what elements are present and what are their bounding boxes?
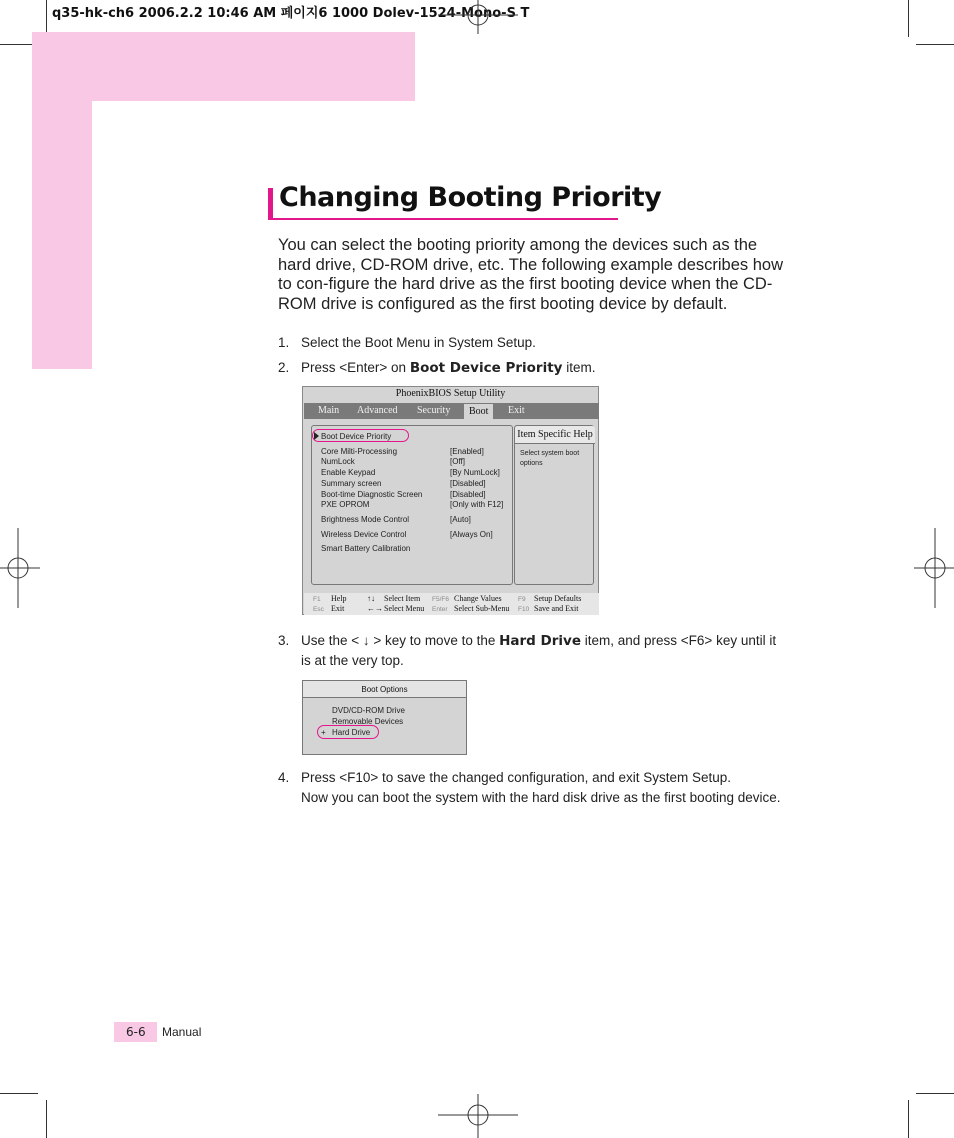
bios-footer: [304, 593, 599, 615]
step-2: [278, 358, 778, 378]
step-number: 1.: [278, 335, 290, 350]
key-f10: F10: [518, 606, 530, 613]
bios-item-label[interactable]: Smart Battery Calibration: [321, 544, 411, 553]
key-change-values-label: Change Values: [454, 594, 502, 603]
page-title: Changing Booting Priority: [279, 182, 662, 213]
highlight-oval: [317, 725, 379, 739]
step-text-pre: Press <Enter> on: [301, 360, 410, 375]
registration-mark: [438, 1094, 518, 1138]
boot-options-screenshot: [302, 680, 467, 755]
bios-help-panel: [514, 425, 594, 585]
title-accent-bar: [268, 188, 273, 220]
bios-menu-exit[interactable]: Exit: [508, 405, 525, 416]
bios-item-label[interactable]: Summary screen: [321, 479, 382, 488]
highlight-oval: [312, 429, 409, 442]
page-number: 6-6: [114, 1022, 157, 1042]
step-number: 3.: [278, 633, 290, 648]
key-setup-defaults-label: Setup Defaults: [534, 594, 582, 603]
registration-mark: [0, 528, 40, 608]
bios-item-label[interactable]: Brightness Mode Control: [321, 515, 410, 524]
step-text: Press <F10> to save the changed configuration, and exit System Setup.: [301, 770, 732, 785]
step-text-line2: Now you can boot the system with the hard disk drive as the first booting device.: [301, 790, 781, 805]
bios-menu-bar: [304, 403, 599, 419]
bios-menu-security[interactable]: Security: [417, 405, 451, 416]
bios-item-value[interactable]: [Off]: [450, 457, 465, 466]
bios-item-value[interactable]: [Auto]: [450, 515, 471, 524]
pink-band-side: [32, 32, 92, 369]
key-f9: F9: [518, 596, 526, 603]
registration-mark: [438, 0, 518, 34]
intro-paragraph: You can select the booting priority among the devices such as the hard drive, CD-ROM drive, etc. The following example describes how to con-figure the hard drive as the first booting device when the CD-ROM drive is configured as the first booting device by default.: [278, 236, 783, 313]
crop-mark: [916, 1093, 954, 1094]
crop-mark: [0, 1093, 38, 1094]
step-text-bold: Boot Device Priority: [409, 360, 563, 376]
key-enter: Enter: [432, 606, 448, 613]
crop-mark: [908, 0, 909, 37]
registration-mark: [914, 528, 954, 608]
key-f1: F1: [313, 596, 321, 603]
key-select-submenu-label: Select Sub-Menu: [454, 604, 510, 613]
boot-options-title: Boot Options: [303, 681, 466, 698]
bios-menu-boot[interactable]: Boot: [464, 404, 493, 419]
print-slug: q35-hk-ch6 2006.2.2 10:46 AM 페이지6 1000 Dolev-1524-Mono-S T: [52, 6, 530, 21]
step-3: [278, 631, 778, 671]
bios-main-panel: [311, 425, 513, 585]
step-text-line2: is at the very top.: [301, 653, 404, 668]
title-block: [268, 182, 662, 220]
boot-option-item[interactable]: DVD/CD-ROM Drive: [332, 706, 405, 715]
bios-menu-main[interactable]: Main: [318, 405, 340, 416]
bios-item-value[interactable]: [Only with F12]: [450, 500, 504, 509]
bios-menu-advanced[interactable]: Advanced: [357, 405, 398, 416]
help-title: Item Specific Help: [515, 426, 595, 444]
bios-item-value[interactable]: [Always On]: [450, 530, 493, 539]
key-esc: Esc: [313, 606, 324, 613]
bios-item-label[interactable]: Core Milti-Processing: [321, 447, 398, 456]
step-number: 4.: [278, 770, 290, 785]
key-help-label: Help: [331, 594, 347, 603]
crop-mark: [46, 1100, 47, 1138]
key-leftright-arrows-icon: ←→: [367, 604, 383, 613]
bios-item-label[interactable]: Boot-time Diagnostic Screen: [321, 490, 423, 499]
key-select-menu-label: Select Menu: [384, 604, 425, 613]
key-exit-label: Exit: [331, 604, 345, 613]
crop-mark: [916, 44, 954, 45]
crop-mark: [908, 1100, 909, 1138]
key-save-exit-label: Save and Exit: [534, 604, 579, 613]
step-text-post: item, and press <F6> key until it: [581, 633, 777, 648]
step-1: [278, 333, 778, 353]
key-updown-arrows-icon: ↑↓: [367, 594, 375, 603]
footer-label: Manual: [162, 1025, 202, 1039]
bios-item-label[interactable]: Wireless Device Control: [321, 530, 407, 539]
bios-item-selected[interactable]: Boot Device Priority: [321, 432, 392, 441]
bios-item-value[interactable]: [Disabled]: [450, 490, 486, 499]
step-text-pre: Use the < ↓ > key to move to the: [301, 633, 500, 648]
bios-item-label[interactable]: Enable Keypad: [321, 468, 376, 477]
step-4: [278, 768, 788, 808]
bios-screenshot: [302, 386, 599, 615]
boot-option-item-hard-drive[interactable]: Hard Drive: [332, 728, 371, 737]
bios-item-value[interactable]: [Enabled]: [450, 447, 484, 456]
step-text: [301, 358, 595, 378]
step-text-post: item.: [562, 360, 596, 375]
step-text-bold: Hard Drive: [499, 633, 581, 649]
bios-item-label[interactable]: PXE OPROM: [321, 500, 370, 509]
key-f5f6: F5/F6: [432, 596, 449, 603]
boot-option-marker: +: [321, 728, 326, 737]
bios-item-label[interactable]: NumLock: [321, 457, 355, 466]
bios-item-value[interactable]: [Disabled]: [450, 479, 486, 488]
bios-title: PhoenixBIOS Setup Utility: [395, 388, 506, 399]
step-number: 2.: [278, 360, 290, 375]
key-select-item-label: Select Item: [384, 594, 421, 603]
boot-option-item[interactable]: Removable Devices: [332, 717, 404, 726]
step-text: [301, 631, 776, 651]
bios-item-value[interactable]: [By NumLock]: [450, 468, 500, 477]
step-text: Select the Boot Menu in System Setup.: [301, 335, 536, 350]
help-text: Select system boot options: [520, 450, 580, 467]
